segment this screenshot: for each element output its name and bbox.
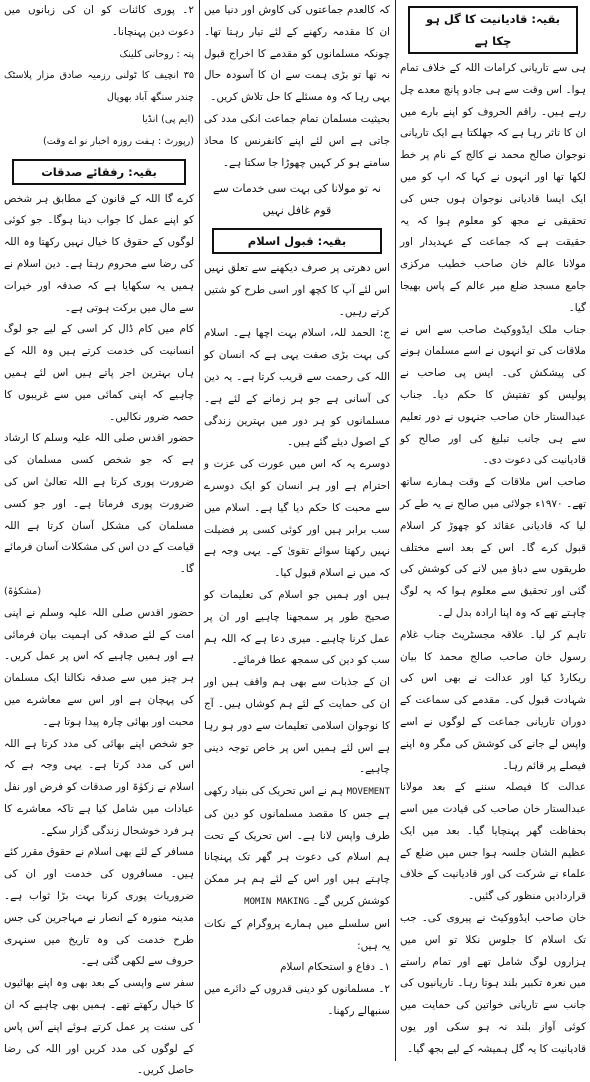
- paragraph: ان کے جذبات سے بھی ہم واقف ہیں اور ان کی حمایت کے لئے ہم کوشاں ہیں۔ آج کا نوجوان اسلامی تعلیمات سے دور ہو رہا ہے اس لئے ہمیں اس پر خاص توجہ دینی چاہیے۔: [204, 676, 390, 776]
- paragraph: تاہم کر لیا۔ علاقہ مجسٹریٹ جناب غلام رسول خان صاحب صالح محمد کا بیان ریکارڈ کیا اور عدالت نے بھی اس کی شہادت قبول کی۔ مقدمے کی سماعت کے دوران تاریانی جماعت کے لوگوں نے اسے واپس لے جانے کی کوشش کی مگر وہ اپنے فیصلے پر قائم رہا۔: [400, 628, 586, 772]
- paragraph: کام میں کام ڈال کر اسی کے لیے جو لوگ انسانیت کی خدمت کرتے ہیں وہ اللہ کے ہاں بہترین اجر پاتے ہیں اس لئے ہمیں چاہیے کہ اپنی کمائی میں سے غریبوں کا حصہ ضرور نکالیں۔: [4, 323, 194, 423]
- article-heading-qadianiyat: بقیہ: قادیانیت کا گل ہو چکا ہے: [408, 6, 578, 54]
- paragraph: دوسرے یہ کہ اس میں عورت کی عزت و احترام ہے اور ہر انسان کو ایک دوسرے سے محبت کا حکم دیا گیا ہے۔ اسلام میں سب برابر ہیں اور کوئی کسی پر فضیلت نہیں رکھتا سوائے تقویٰ کے۔ یہی وجہ ہے کہ میں نے اسلام قبول کیا۔: [204, 458, 390, 580]
- verse-line: نہ تو مولانا کی بہت سی خدمات سے قوم غافل نہیں: [213, 182, 381, 218]
- paragraph: بحیثیت مسلمان تمام جماعت انکی مدد کی جاتی ہے اس لئے اپنے کانفرنس کا محاذ سامنے ہو کر کہیں چھوڑا جا سکتا ہے۔: [204, 112, 390, 169]
- paragraph: خان صاحب ایڈووکیٹ نے پیروی کی۔ جب تک اسلام کا جلوس نکلا تو اس میں ہزاروں لوگ شامل تھے اور تمام راستے میں نعرہ تکبیر بلند ہوتا رہا۔ تاریانیوں کی جانب سے تاریانی خواتین کی حمایت میں کوئی آواز بلند نہ ہو سکی اور یوں قادیانیت کا یہ گل ہمیشہ کے لیے بجھ گیا۔: [400, 912, 586, 1055]
- paragraph: صاحب اس ملاقات کے وقت ہمارے ساتھ تھے۔ ۱۹۷۰ء جولائی میں صالح نے یہ طے کر لیا کہ قادیانی عقائد کو چھوڑ کر اسلام قبول کرے گا۔ اس کے بعد اسے مختلف طریقوں سے دباؤ میں لانے کی کوشش کی گئی اور تحقیق سے معلوم ہوا کہ یہ لوگ چاہتے تھے کہ وہ اپنا ارادہ بدل لے۔: [400, 476, 586, 619]
- top-item: ۲۔ پوری کائنات کو ان کی زبانوں میں دعوت دین پہنچانا۔: [4, 4, 194, 38]
- column-left: [2, 0, 194, 1082]
- paragraph: کہ کالعدم جماعتوں کی کاوش اور دنیا میں ان کا مقدمہ رکھنے کے لئے تیار رہتا تھا۔ چونکہ مسلمانوں کو مقدمے کا اخراج قبول نہ تھا تو بڑی ہمت سے ان کا آسودہ حال یہی رہا کہ وہ مسئلے کا حل تلاش کریں۔: [204, 4, 390, 104]
- list-intro: اس سلسلے میں ہمارے پروگرام کے نکات یہ ہیں:: [204, 917, 390, 952]
- paragraph: عدالت کا فیصلہ سننے کے بعد مولانا عبدالستار خان صاحب کی قیادت میں اسے بحفاظت گھر پہنچایا گیا۔ بعد میں ایک عظیم الشان جلسہ ہوا جس میں ضلع کے علماء نے شرکت کی اور قادیانیت کے خلاف قراردادیں منظور کی گئیں۔: [400, 781, 586, 903]
- paragraph: مسافر کے لئے بھی اسلام نے حقوق مقرر کئے ہیں۔ مسافروں کی خدمت اور ان کی ضروریات پوری کرنا بہت بڑا ثواب ہے۔ مدینہ منورہ کے انصار نے مہاجرین کی جس طرح خدمت کی وہ تاریخ میں سنہری حروف سے لکھی گئی ہے۔: [4, 846, 194, 968]
- intro-paragraph: اس دھرتی پر صرف دیکھنے سے تعلق نہیں اس لئے آپ کا کچھ اور اسی طرح کو شتیں کرتے رہیں۔: [204, 261, 390, 318]
- list-item: ۲۔ مسلمانوں کو دینی قدروں کے دائرے میں سنبھالے رکھنا۔: [204, 983, 390, 1018]
- paragraph: حضور اقدس صلی اللہ علیہ وسلم کا ارشاد ہے کہ جو شخص کسی مسلمان کی ضرورت پوری کرتا ہے اللہ تعالیٰ اس کی ضرورت پوری فرماتا ہے۔ اور جو کسی مسلمان کی مشکل آسان کرتا ہے اللہ قیامت کے دن اس کی مشکلات آسان فرمائے گا۔: [4, 432, 194, 576]
- clinic-label: پتہ : روحانی کلینک: [119, 48, 194, 60]
- column-middle: [199, 0, 394, 1023]
- paragraph: جناب ملک ایڈووکیٹ صاحب سے اس نے ملاقات کی تو انہوں نے اسے مسلمان ہونے کی پیشکش کی۔ ایس پی صاحب نے پولیس کو تفتیش کا حکم دیا۔ جناب عبدالستار خان صاحب جنہوں نے دور تعلیم سے ہی جانب تبلیغ کی اور صالح کو قادیانیت کی دعوت دی۔: [400, 323, 586, 467]
- paragraph: سفر سے واپسی کے بعد بھی وہ اپنے بھائیوں کا خیال رکھتے تھے۔ ہمیں بھی چاہیے کہ ان کی سنت پر عمل کرتے ہوئے اپنے آس پاس کے لوگوں کی مدد کریں اور اللہ کی رضا حاصل کریں۔: [4, 977, 194, 1077]
- paragraph: ج: الحمد للہ، اسلام بہت اچھا ہے۔ اسلام کی بہت بڑی صفت یہی ہے کہ انسان کو اللہ کی رحمت سے قریب کرتا ہے۔ یہ دین کی آسانی ہے جو ہر زمانے کے لئے ہے۔ مسلمانوں کو ہر دور میں بہترین زندگی کے اصول دیئے گئے ہیں۔: [204, 327, 390, 449]
- article-heading-sadaqat: بقیہ: رفقائے صدقات: [12, 159, 186, 185]
- movement-paragraph: ہم نے اس تحریک کی بنیاد رکھی ہے جس کا مقصد مسلمانوں کو دین کی طرف واپس لانا ہے۔ اس تحریک کے تحت ہم اسلام کی دعوت ہر گھر تک پہنچانا چاہتے ہیں اور اس کے لئے ہم ہر ممکن کوشش کریں گے۔: [204, 785, 390, 908]
- english-term-movement: MOVEMENT: [346, 787, 390, 798]
- source-credit: (رپورٹ : ہفت روزہ اخبار نو اے وقت): [42, 135, 194, 147]
- reference: (مشکوٰۃ): [4, 585, 42, 597]
- list-item: ۱۔ دفاع و استحکام اسلام: [280, 961, 390, 974]
- address-line: ۳۵ انچیف کا ٹولنی رزمیہ صادق مزار پلاسٹک چندر سنگھ آباد بھوپال: [4, 70, 194, 104]
- paragraph: ہیں اور ہمیں جو اسلام کی تعلیمات کو صحیح طور پر سمجھنا چاہیے اور ان پر عمل کرنا چاہیے۔ میری دعا ہے کہ اللہ ہم سب کو دین کی سمجھ عطا فرمائے۔: [204, 588, 390, 667]
- address-line: (ایم پی) انڈیا: [142, 113, 194, 125]
- paragraph: جو شخص اپنے بھائی کی مدد کرتا ہے اللہ اس کی مدد کرتا ہے۔ یہی وجہ ہے کہ اسلام نے زکوٰۃ اور صدقات کو فرض اور نفل عبادات میں شامل کیا ہے تاکہ معاشرے کا ہر فرد خوشحال زندگی گزار سکے۔: [4, 737, 194, 837]
- paragraph: حضور اقدس صلی اللہ علیہ وسلم نے اپنی امت کے لئے صدقہ کی اہمیت بیان فرمائی ہے اور ہمیں چاہیے کہ اس پر عمل کریں۔ ہر چیز میں سے صدقہ نکالنا ایک مسلمان کی پہچان ہے اور اس سے معاشرے میں محبت اور بھائی چارہ پیدا ہوتا ہے۔: [4, 606, 194, 728]
- column-right: [395, 0, 590, 1061]
- paragraph: ہی سے تاریانی کرامات اللہ کے خلاف تمام ہوا۔ اس وقت سے ہی جادو پانچ معدے چل رہے ہیں۔ راقم الحروف کو اپنے بارے میں ان کا تاثر رہا ہے کہ جھلکتا ہے ایک تاریانی نوجوان صالح محمد نے کالج کے نام پر خط لکھا تھا اور انہوں نے کہا کہ اپ کو میں ایک ایسا قادیانی نوجوان ہوں جس کی تحقیقی نے مجھ کو معلوم ہوا کہ یہ حقیقت ہے کہ جماعت کے عہدیدار اور مولانا عالم خان صاحب خطیب مرکزی جامع مسجد ضلع میر عالم کے پاس بھیجا گیا۔: [400, 62, 586, 314]
- paragraph: کرے گا اللہ کے قانون کے مطابق ہر شخص کو اپنے عمل کا جواب دینا ہوگا۔ جو کوئی لوگوں کے حقوق کا خیال نہیں رکھتا وہ اللہ کی رضا سے محروم رہتا ہے۔ دین اسلام نے ہمیں یہ سکھایا ہے کہ صدقہ اور خیرات سے مال میں برکت ہوتی ہے۔: [4, 192, 194, 314]
- english-term-momin-making: MOMIN MAKING: [244, 897, 310, 908]
- article-heading-qabool-islam: بقیہ: قبول اسلام: [212, 228, 382, 254]
